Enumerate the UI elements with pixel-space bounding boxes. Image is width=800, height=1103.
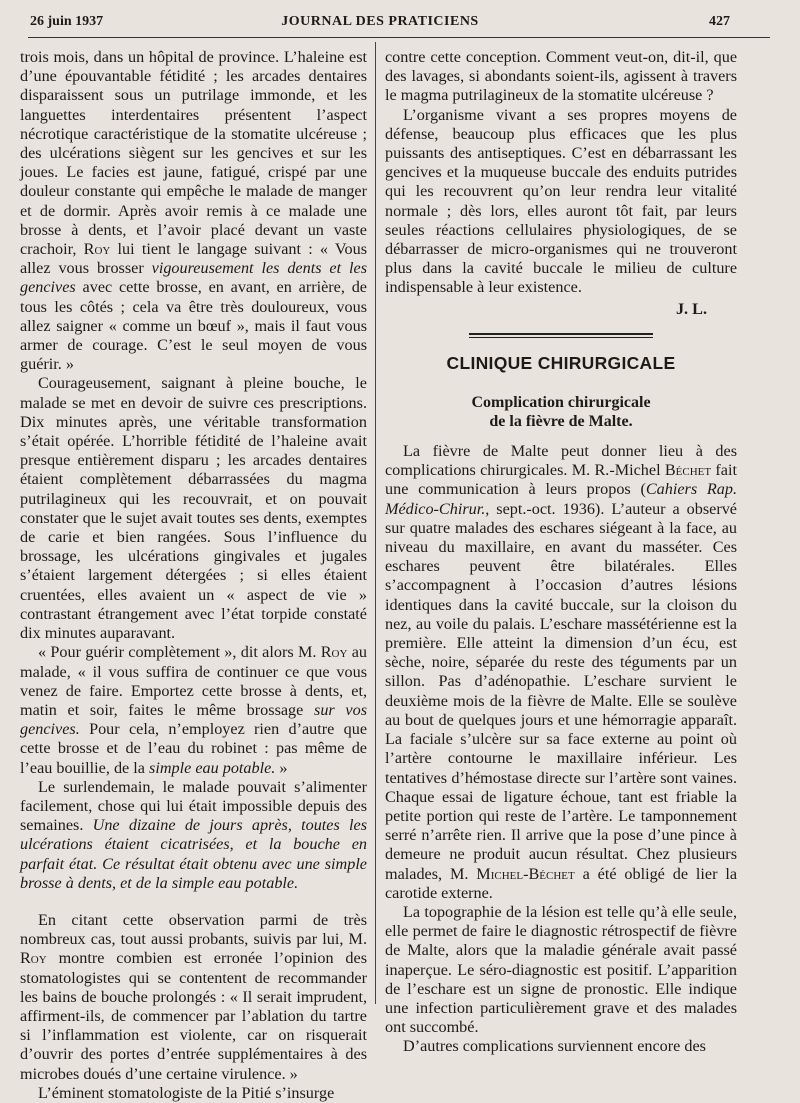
emphasis: vigoureusement les dents et les gencives [20,259,367,297]
paragraph: Courageusement, saignant à pleine bouche, le malade se met en devoir de suivre ces prescriptions. Dix minutes après, une véritable transformation s’était opérée. L’horrible fétidité de l’haleine avait presque entièrement disparu ; les arcades dentaires étaient complètement débarrassées du magma putrilagineux qui les recouvrait, et on pouvait constater que le sujet avait toutes ses dents, exemptes de carie et bien rangées. Sous l’influence du brossage, les ulcérations gingivales et jugales s’étaient largement détergées ; si elles étaient cruentées, elles avaient un « aspect de vie » contrastant étrangement avec l’état torpide constaté dix minutes auparavant. [20,374,367,643]
paragraph: D’autres complications surviennent encore des [403,1037,706,1056]
page-number: 427 [709,14,730,29]
author-name: Roy [20,949,47,968]
author-name: Roy [320,643,348,662]
author-name: Michel-Béchet [476,864,575,883]
right-column [385,48,737,1057]
issue-date: 26 juin 1937 [30,14,104,29]
paragraph: La topographie de la lésion est telle qu’à elle seule, elle permet de faire le diagnostic rétrospectif de fièvre de Malte, alors que la maladie générale avait passé inaperçue. Le séro-diagnostic est positif. L’apparition de l’eschare est un signe de pronostic. Elle indique une infection particulièrement grave et des malades ont succombé. [385,902,737,1037]
left-column [20,48,367,1103]
emphasis: simple eau potable. [149,758,276,777]
section-title: CLINIQUE CHIRURGICALE [446,352,676,373]
paragraph: L’organisme vivant a ses propres moyens de défense, beaucoup plus efficaces que les plus puissants des antiseptiques. C’est en débarrassant les gencives et la muqueuse buccale des enduits putrides qui les recouvrent qu’on leur rendra leur vitalité normale ; dès lors, elles auront tôt fait, par leurs seules réactions cellulaires physiologiques, de se débarrasser de micro-organismes qui ne trouveront plus dans la cavité buccale le milieu de culture indispensable à leur existence. [385,105,737,297]
column-divider [375,42,376,1004]
emphasis: Une dizaine de jours après, toutes les ulcérations étaient cicatrisées, et la bouche en parfait état. Ce résultat était obtenu avec une simple brosse à dents, et de la simple eau potable. [20,816,367,892]
author-name: Béchet [664,461,712,480]
paragraph: « Pour guérir complètement », dit alors M. Roy au malade, « il vous suffira de continuer ce que vous venez de faire. Emportez cette brosse à dents, et, matin et soir, faites le même brossage sur vos gencives. Pour cela, n’employez rien d’autre que cette brosse et de l’eau du robinet : pas même de l’eau bouillie, de la simple eau potable. » [20,643,368,777]
emphasis: sur vos gencives. [20,700,367,739]
paragraph: contre cette conception. Comment veut-on, dit-il, que des lavages, si abondants soient-ils, agissent à travers le magma putrilagineux de la stomatite ulcéreuse ? [385,48,737,105]
journal-title: JOURNAL DES PRATICIENS [281,14,479,29]
author-name: Roy [83,240,111,259]
paragraph: L’éminent stomatologiste de la Pitié s’insurge [38,1083,335,1102]
paragraph: La fièvre de Malte peut donner lieu à des complications chirurgicales. M. R.-Michel Béchet fait une communication à leurs propos (Cahiers Rap. Médico-Chirur., sept.-oct. 1936). L’auteur a observé sur quatre malades des eschares siégeant à la face, au niveau du maxillaire, en avant du masséter. Ces eschares peuvent être bilatérales. Elles s’accompagnent à l’occasion d’autres lésions identiques dans la cavité buccale, sur la cloison du nez, au voile du palais. L’eschare massétérienne est la première. Elle atteint la dimension d’un écu, est sèche, noire, séparée du reste des téguments par un sillon. Pas d’adénopathie. L’eschare survient le deuxième mois de la fièvre de Malte. Elle se soulève au bout de quelques jours et une hémorragie apparaît. La faciale s’ulcère sur sa face externe au point où l’artère contourne le maxillaire inférieur. Les tentatives d’hémostase directe sur l’artère sont vaines. Chaque essai de ligature échoue, tant est friable la petite portion qui reste de l’artère. Le tamponnement serré n’arrête rien. Il arrive que la pose d’une pince à demeure ne produit aucun résultat. Chez plusieurs malades, M. Michel-Béchet a été obligé de lier la carotide externe. [385,442,738,902]
paragraph: En citant cette observation parmi de très nombreux cas, tout aussi probants, suivis par lui, M. Roy montre combien est erronée l’opinion des stomatologistes qui se contentent de recommander les bains de bouche prolongés : « Il serait imprudent, affirment-ils, de commencer par l’ablation du tartre si l’inflammation est violente, car on risquerait d’ouvrir des portes d’entrée supplémentaires à des microbes doués d’une certaine virulence. » [20,910,368,1083]
header-rule [28,37,770,38]
article-signature: J. L. [675,299,707,318]
article-title: Complication chirurgicale de la fièvre de Malte. [471,394,651,431]
section-rule [469,333,653,338]
running-head [30,14,730,34]
emphasis: Cahiers Rap. Médico-Chirur. [385,480,738,518]
paragraph: trois mois, dans un hôpital de province. L’haleine est d’une épouvantable fétidité ; les arcades dentaires disparaissent sous un putrilage immonde, et les languettes interdentaires présentent l’aspect nécrotique caractéristique de la stomatite ulcéreuse ; des ulcérations siègent sur les gencives et sur les joues. Le facies est jaune, fatigué, crispé par une douleur constante qui empêche le malade de manger et de dormir. Après avoir remis à ce malade une brosse à dents, et l’avoir placé devant un vaste crachoir, Roy lui tient le langage suivant : « Vous allez vous brosser vigoureusement les dents et les gencives avec cette brosse, en avant, en arrière, de tous les côtés ; cela va être très douloureux, vous allez saigner « comme un bœuf », mais il faut vous armer de courage. C’est le seul moyen de vous guérir. » [20,48,368,374]
paragraph: Le surlendemain, le malade pouvait s’alimenter facilement, chose qui lui était impossible depuis des semaines. Une dizaine de jours après, toutes les ulcérations étaient cicatrisées, et la bouche en parfait état. Ce résultat était obtenu avec une simple brosse à dents, et de la simple eau potable. [20,777,367,892]
